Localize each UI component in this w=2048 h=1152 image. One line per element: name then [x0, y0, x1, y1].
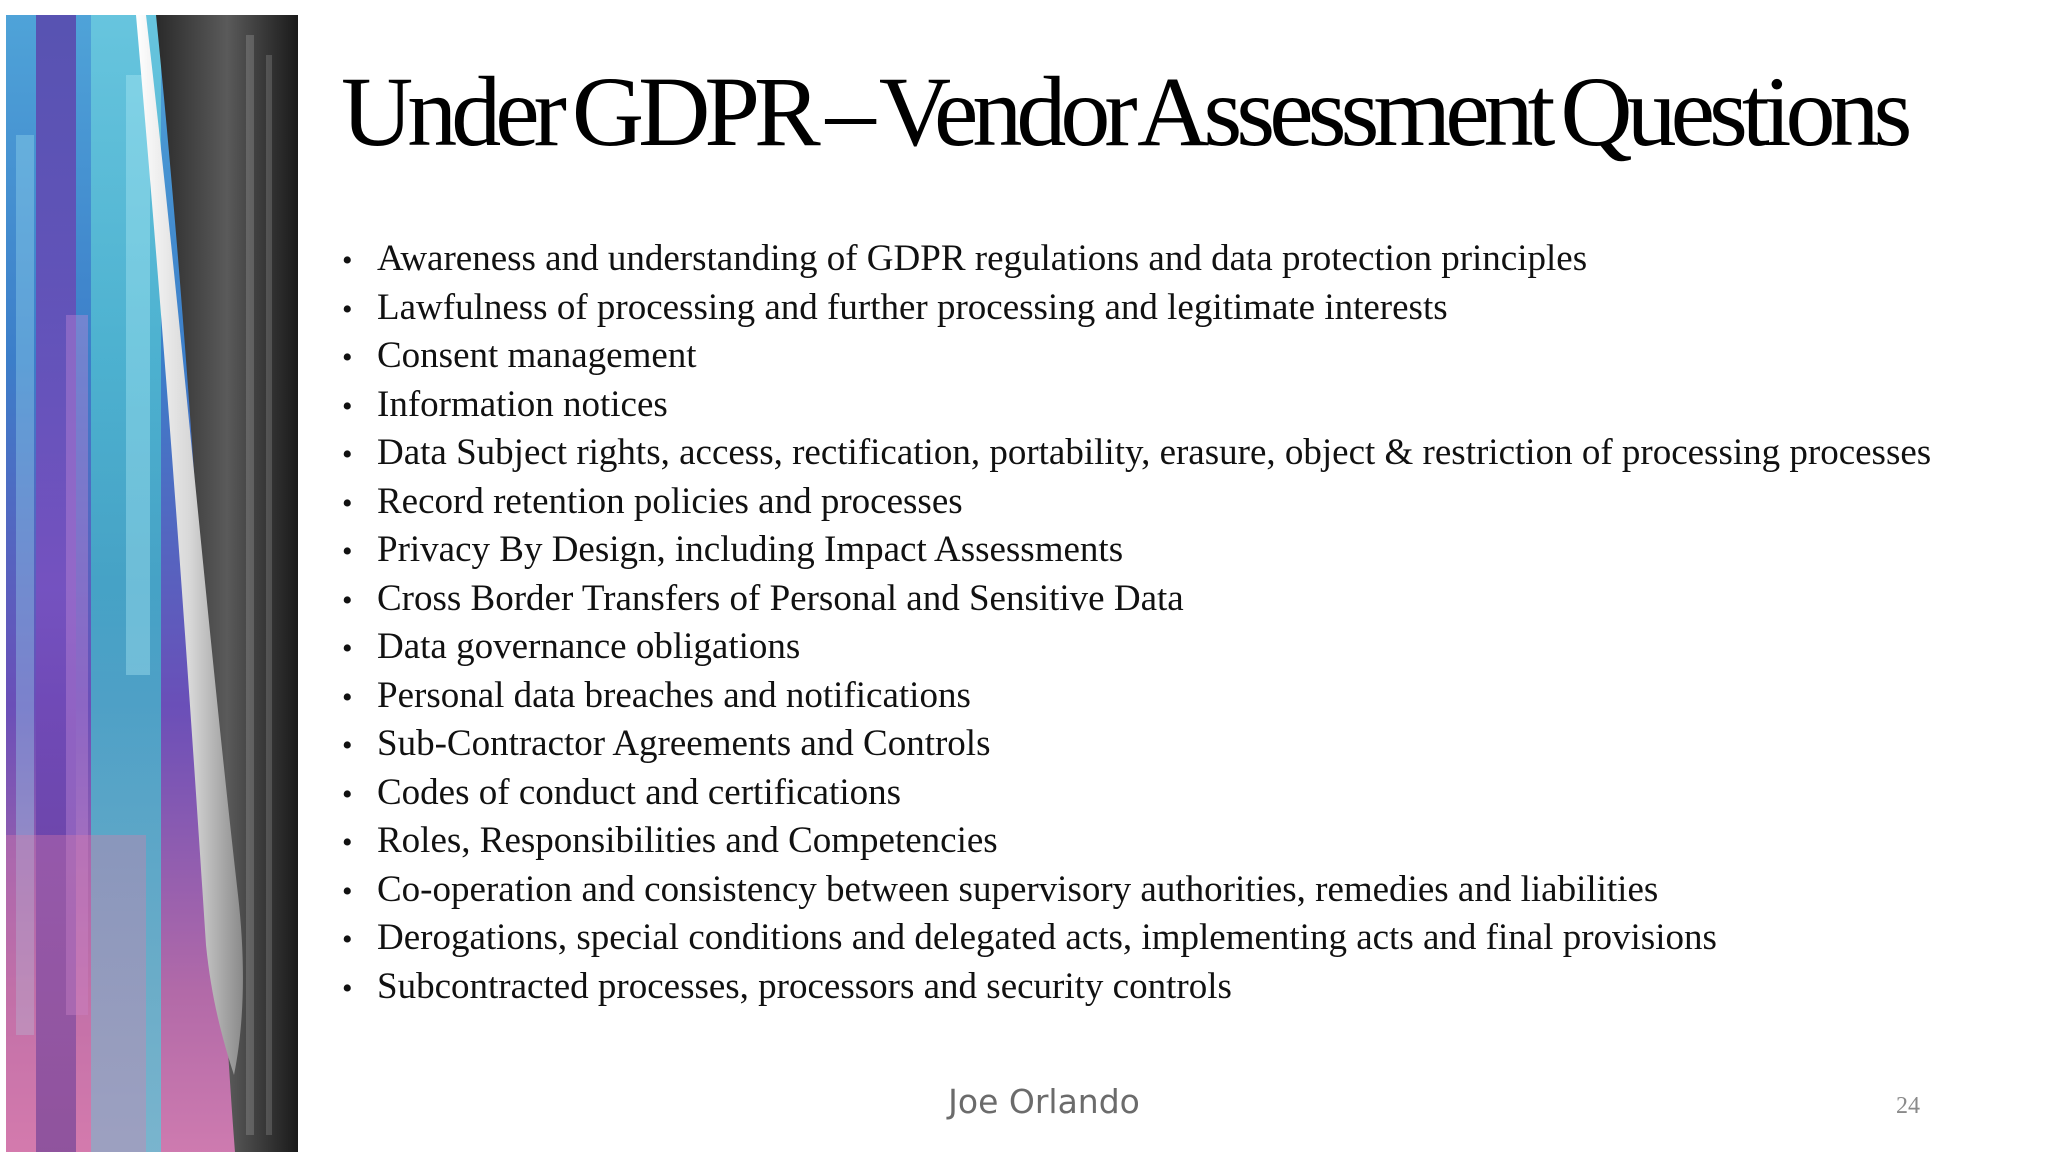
list-item: [342, 818, 2002, 867]
bullet-icon: •: [342, 583, 353, 617]
bullet-text: Codes of conduct and certifications: [377, 771, 901, 813]
bullet-icon: •: [342, 341, 353, 374]
bullet-icon: •: [342, 535, 353, 568]
bullet-text: Roles, Responsibilities and Competencies: [377, 820, 998, 861]
list-item: [342, 964, 2002, 1013]
list-item: [342, 721, 2002, 770]
list-item: [342, 770, 2002, 819]
list-item: [342, 527, 2002, 576]
bullet-icon: •: [342, 923, 353, 956]
list-item: [342, 673, 2002, 722]
list-item: [342, 382, 2002, 431]
bullet-list: [342, 236, 2002, 1012]
bullet-text: Subcontracted processes, processors and security controls: [377, 965, 1232, 1007]
bullet-text: Information notices: [377, 383, 668, 425]
bullet-text: Data Subject rights, access, rectification, portability, erasure, object & restriction of processing processes: [377, 432, 1932, 473]
list-item: [342, 236, 2002, 285]
bullet-text: Co-operation and consistency between supervisory authorities, remedies and liabilities: [377, 868, 1659, 910]
bullet-icon: •: [342, 874, 353, 908]
page-number: 24: [1896, 1093, 1920, 1119]
footer-author: Joe Orlando: [948, 1082, 1140, 1121]
bullet-icon: •: [342, 729, 353, 762]
list-item: [342, 867, 2002, 916]
bullet-text: Personal data breaches and notifications: [377, 674, 971, 716]
slide-title: Under GDPR – Vendor Assessment Questions: [341, 56, 1907, 167]
bullet-text: Sub-Contractor Agreements and Controls: [377, 723, 991, 764]
list-item: [342, 624, 2002, 673]
bullet-icon: •: [342, 971, 353, 1005]
bullet-icon: •: [342, 292, 353, 326]
bullet-text: Privacy By Design, including Impact Assessments: [377, 529, 1124, 570]
bullet-icon: •: [342, 632, 353, 665]
bullet-text: Data governance obligations: [377, 626, 801, 667]
bullet-icon: •: [342, 438, 353, 471]
bullet-icon: •: [342, 777, 353, 811]
bullet-icon: •: [342, 244, 353, 277]
bullet-icon: •: [342, 680, 353, 714]
bullet-text: Awareness and understanding of GDPR regulations and data protection principles: [377, 238, 1588, 279]
bullet-text: Cross Border Transfers of Personal and Sensitive Data: [377, 577, 1184, 619]
list-item: [342, 333, 2002, 382]
bullet-icon: •: [342, 486, 353, 520]
decorative-banner: [6, 15, 298, 1152]
list-item: [342, 479, 2002, 528]
list-item: [342, 285, 2002, 334]
list-item: [342, 576, 2002, 625]
bullet-text: Lawfulness of processing and further processing and legitimate interests: [377, 286, 1448, 328]
list-item: [342, 915, 2002, 964]
bullet-text: Consent management: [377, 335, 697, 376]
bullet-text: Derogations, special conditions and delegated acts, implementing acts and final provisions: [377, 917, 1717, 958]
bullet-icon: •: [342, 389, 353, 423]
list-item: [342, 430, 2002, 479]
banner-art: [6, 15, 298, 1152]
bullet-icon: •: [342, 826, 353, 859]
bullet-text: Record retention policies and processes: [377, 480, 963, 522]
